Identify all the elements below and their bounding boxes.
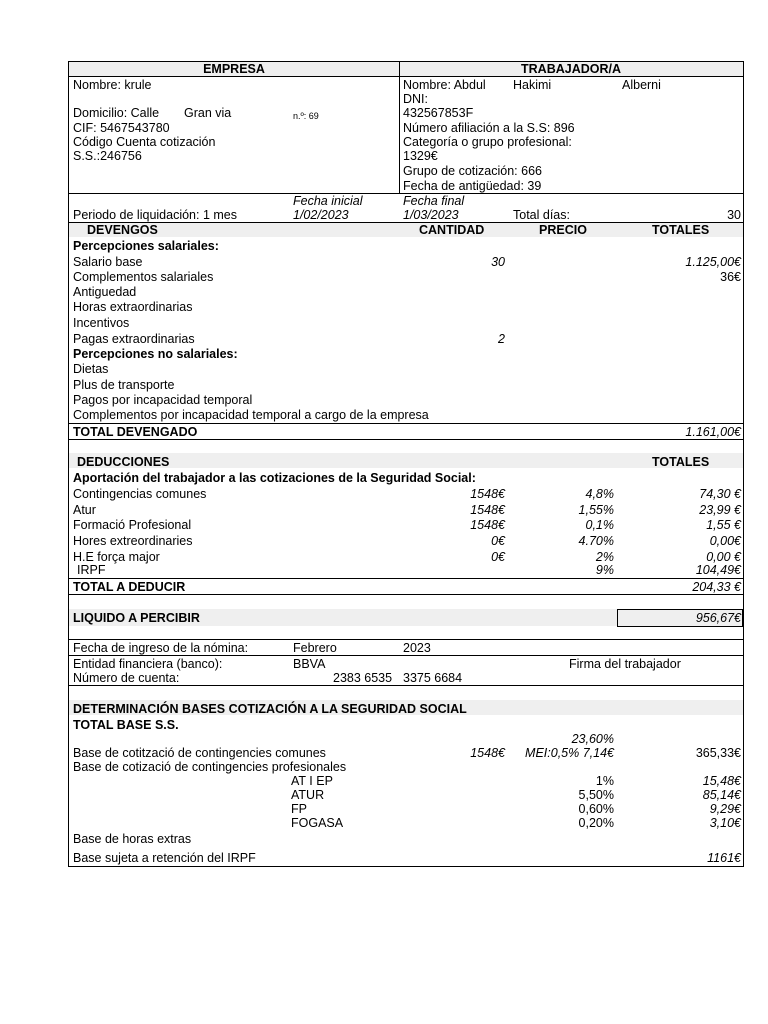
trabajador-categoria: Categoría o grupo profesional: bbox=[403, 135, 572, 149]
deduccion-base: 0€ bbox=[491, 534, 505, 548]
deduccion-pct: 1,55% bbox=[578, 503, 614, 517]
deducciones-header-shade bbox=[69, 453, 743, 468]
deduccion-total: 0,00€ bbox=[709, 534, 741, 548]
profesional-label: FP bbox=[291, 802, 307, 816]
profesional-pct: 1% bbox=[595, 774, 614, 788]
devengos-header-shade bbox=[69, 223, 743, 237]
fecha-inicial: 1/02/2023 bbox=[293, 208, 349, 222]
total-dias: 30 bbox=[727, 208, 741, 222]
total-deducir-bottom-line bbox=[69, 594, 743, 595]
profesional-total: 85,14€ bbox=[702, 788, 741, 802]
percepciones-salariales: Percepciones salariales: bbox=[73, 239, 219, 253]
pagas-extra-cantidad: 2 bbox=[498, 332, 505, 346]
trabajador-dni-value: 432567853F bbox=[403, 106, 474, 120]
complementos-total: 36€ bbox=[720, 270, 741, 284]
total-dias-label: Total días: bbox=[513, 208, 570, 222]
profesional-pct: 0,60% bbox=[578, 802, 614, 816]
trabajador-apellido1: Hakimi bbox=[513, 78, 552, 92]
pago-bottom-line bbox=[69, 685, 743, 686]
deducciones-title: DEDUCCIONES bbox=[77, 455, 170, 469]
empresa-numero: n.º: 69 bbox=[293, 111, 319, 121]
deduccion-pct: 4.70% bbox=[578, 534, 614, 548]
bases-title: DETERMINACIÓN BASES COTIZACIÓN A LA SEGURIDAD SOCIAL bbox=[73, 702, 467, 716]
empresa-title: EMPRESA bbox=[203, 62, 265, 76]
complementos-incapacidad: Complementos por incapacidad temporal a cargo de la empresa bbox=[73, 408, 429, 422]
col-totales: TOTALES bbox=[652, 223, 710, 237]
deduccion-label: Hores extreordinaries bbox=[73, 534, 193, 548]
deducciones-col-totales: TOTALES bbox=[652, 455, 710, 469]
comunes-label: Base de cotització de contingencies comunes bbox=[73, 746, 326, 760]
deduccion-label: IRPF bbox=[77, 563, 106, 577]
comunes-base: 1548€ bbox=[470, 746, 505, 760]
liquido-label: LIQUIDO A PERCIBIR bbox=[73, 611, 200, 625]
deduccion-total: 1,55 € bbox=[706, 518, 741, 532]
header-line bbox=[69, 76, 743, 77]
empresa-nombre: Nombre: krule bbox=[73, 78, 152, 92]
cuenta-part2: 3375 6684 bbox=[403, 671, 463, 685]
total-devengado-bottom-line bbox=[69, 439, 743, 440]
total-devengado-top-line bbox=[69, 423, 743, 424]
comunes-mei: MEI:0,5% 7,14€ bbox=[525, 746, 614, 760]
profesional-label: AT I EP bbox=[291, 774, 333, 788]
deduccion-base: 0€ bbox=[491, 550, 505, 564]
pagas-extra: Pagas extraordinarias bbox=[73, 332, 195, 346]
col-precio: PRECIO bbox=[539, 223, 587, 237]
deduccion-label: Formació Profesional bbox=[73, 518, 192, 532]
deduccion-base: 1548€ bbox=[470, 487, 505, 501]
aportacion-label: Aportación del trabajador a las cotizaciones de la Seguridad Social: bbox=[73, 471, 476, 485]
empresa-calle: Gran via bbox=[184, 106, 232, 120]
liquido-value: 956,67€ bbox=[695, 611, 741, 625]
deduccion-total: 23,99 € bbox=[699, 503, 741, 517]
deduccion-pct: 4,8% bbox=[585, 487, 614, 501]
entidad-label: Entidad financiera (banco): bbox=[73, 657, 223, 671]
fecha-ingreso-anio: 2023 bbox=[403, 641, 431, 655]
dietas: Dietas bbox=[73, 362, 109, 376]
profesional-label: FOGASA bbox=[291, 816, 344, 830]
profesionales-label: Base de cotizació de contingencies profesionales bbox=[73, 760, 347, 774]
horas-extra: Horas extraordinarias bbox=[73, 300, 193, 314]
trabajador-afiliacion: Número afiliación a la S.S: 896 bbox=[403, 121, 575, 135]
deduccion-total: 104,49€ bbox=[695, 563, 741, 577]
comunes-total: 365,33€ bbox=[695, 746, 741, 760]
deduccion-base: 1548€ bbox=[470, 503, 505, 517]
fecha-inicial-label: Fecha inicial bbox=[293, 194, 363, 208]
trabajador-apellido2: Alberni bbox=[622, 78, 661, 92]
pagos-incapacidad: Pagos por incapacidad temporal bbox=[73, 393, 253, 407]
empresa-cif: CIF: 5467543780 bbox=[73, 121, 170, 135]
horas-extras-base: Base de horas extras bbox=[73, 832, 192, 846]
irpf-base-value: 1161€ bbox=[707, 851, 741, 865]
fecha-ingreso-mes: Febrero bbox=[293, 641, 337, 655]
deduccion-pct: 0,1% bbox=[585, 518, 614, 532]
incentivos: Incentivos bbox=[73, 316, 130, 330]
profesional-total: 15,48€ bbox=[702, 774, 741, 788]
salario-base: Salario base bbox=[73, 255, 143, 269]
cuenta-label: Número de cuenta: bbox=[73, 671, 180, 685]
pago-top-line bbox=[69, 639, 743, 640]
total-base-ss: TOTAL BASE S.S. bbox=[73, 718, 179, 732]
entidad-value: BBVA bbox=[293, 657, 326, 671]
col-cantidad: CANTIDAD bbox=[419, 223, 485, 237]
percepciones-no-salariales: Percepciones no salariales: bbox=[73, 347, 238, 361]
profesional-total: 3,10€ bbox=[709, 816, 741, 830]
periodo-label: Periodo de liquidación: 1 mes bbox=[73, 208, 237, 222]
pct-total: 23,60% bbox=[571, 732, 614, 746]
fecha-final: 1/03/2023 bbox=[403, 208, 459, 222]
total-devengado-label: TOTAL DEVENGADO bbox=[73, 425, 198, 439]
deduccion-pct: 9% bbox=[595, 563, 614, 577]
trabajador-grupo: Grupo de cotización: 666 bbox=[403, 164, 542, 178]
deduccion-label: Atur bbox=[73, 503, 96, 517]
trabajador-nombre: Nombre: Abdul bbox=[403, 78, 486, 92]
salario-base-total: 1.125,00€ bbox=[685, 255, 741, 269]
profesional-pct: 5,50% bbox=[578, 788, 614, 802]
profesional-label: ATUR bbox=[291, 788, 325, 802]
empresa-codigo-label: Código Cuenta cotización bbox=[73, 135, 216, 149]
deduccion-label: H.E força major bbox=[73, 550, 160, 564]
total-deducir-top-line bbox=[69, 578, 743, 579]
irpf-base-label: Base sujeta a retención del IRPF bbox=[73, 851, 256, 865]
fecha-ingreso-label: Fecha de ingreso de la nómina: bbox=[73, 641, 249, 655]
trabajador-title: TRABAJADOR/A bbox=[521, 62, 621, 76]
deduccion-base: 1548€ bbox=[470, 518, 505, 532]
total-devengado-value: 1.161,00€ bbox=[685, 425, 741, 439]
deduccion-total: 74,30 € bbox=[699, 487, 741, 501]
trabajador-antiguedad: Fecha de antigüedad: 39 bbox=[403, 179, 542, 193]
deduccion-total: 0,00 € bbox=[706, 550, 741, 564]
trabajador-dni-label: DNI: bbox=[403, 92, 428, 106]
profesional-pct: 0,20% bbox=[578, 816, 614, 830]
deduccion-label: Contingencias comunes bbox=[73, 487, 207, 501]
salario-base-cantidad: 30 bbox=[491, 255, 505, 269]
payslip-document bbox=[68, 61, 744, 867]
devengos-title: DEVENGOS bbox=[87, 223, 158, 237]
total-deducir-label: TOTAL A DEDUCIR bbox=[73, 580, 186, 594]
cuenta-part1: 2383 6535 bbox=[333, 671, 393, 685]
antiguedad: Antiguedad bbox=[73, 285, 137, 299]
deduccion-pct: 2% bbox=[595, 550, 614, 564]
total-deducir-value: 204,33 € bbox=[692, 580, 741, 594]
empresa-codigo-value: S.S.:246756 bbox=[73, 149, 142, 163]
firma-trabajador: Firma del trabajador bbox=[569, 657, 681, 671]
profesional-total: 9,29€ bbox=[709, 802, 741, 816]
pago-mid-line bbox=[69, 655, 743, 656]
plus-transporte: Plus de transporte bbox=[73, 378, 175, 392]
trabajador-categoria-value: 1329€ bbox=[403, 149, 438, 163]
complementos-salariales: Complementos salariales bbox=[73, 270, 214, 284]
fecha-final-label: Fecha final bbox=[403, 194, 465, 208]
empresa-divider bbox=[399, 62, 400, 193]
empresa-domicilio: Domicilio: Calle bbox=[73, 106, 160, 120]
